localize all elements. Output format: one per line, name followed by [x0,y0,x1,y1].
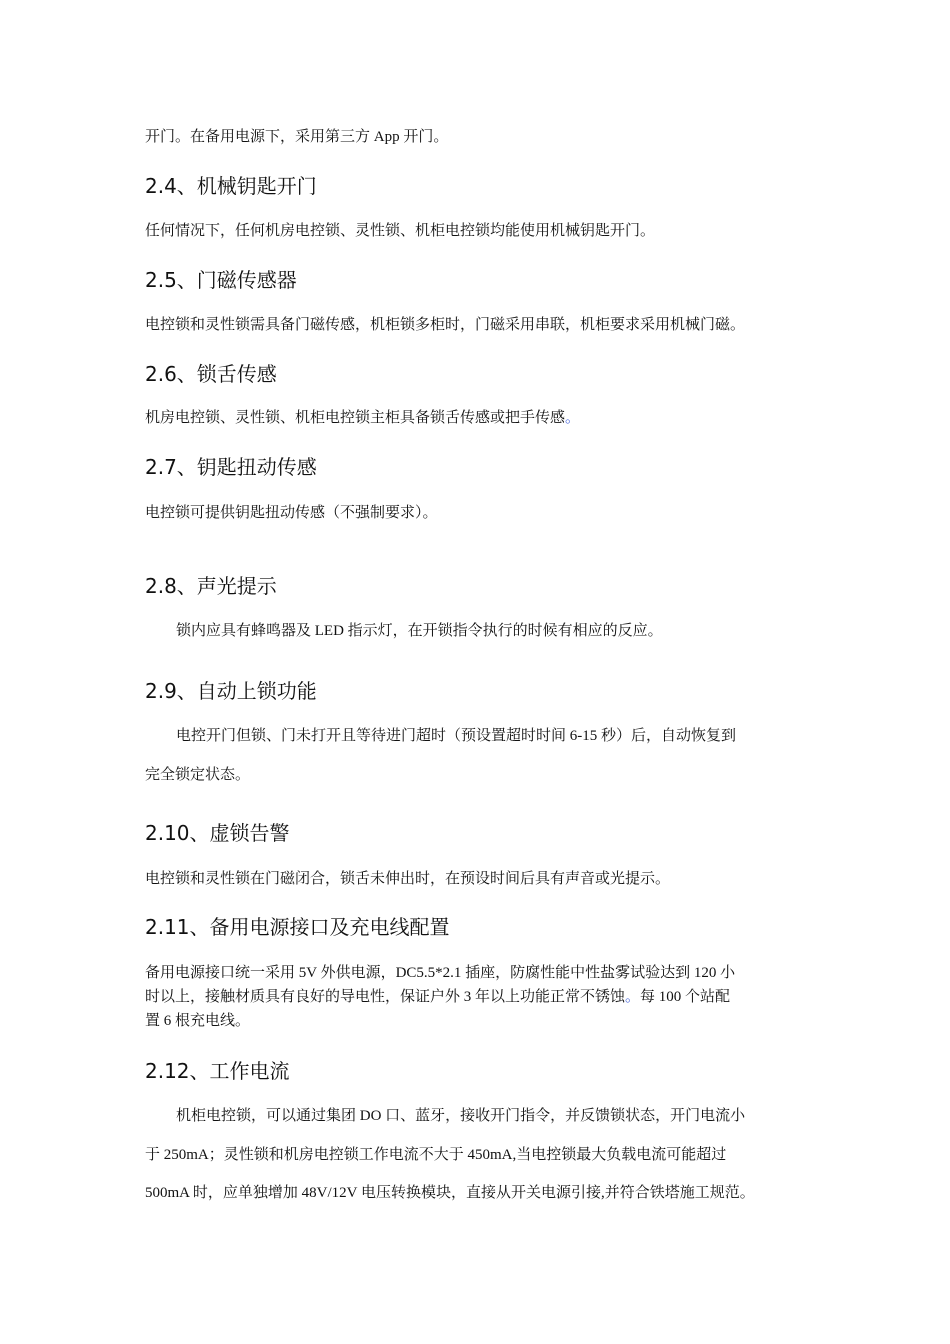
heading-2-4: 2.4、机械钥匙开门 [145,174,317,198]
paragraph-2-6-end: 。 [565,410,581,426]
paragraph-2-11-line-2-dot: 。 [625,989,641,1005]
heading-2-9: 2.9、自动上锁功能 [145,679,317,703]
paragraph-2-5: 电控锁和灵性锁需具备门磁传感，机柜锁多柜时，门磁采用串联，机柜要求采用机械门磁。 [145,317,746,333]
paragraph-2-7: 电控锁可提供钥匙扭动传感（不强制要求）。 [145,505,438,521]
paragraph-2-6 [145,407,580,429]
paragraph-2-9-line-1: 电控开门但锁、门未打开且等待进门超时（预设置超时时间 6-15 秒）后，自动恢复到 [176,728,736,744]
heading-2-11: 2.11、备用电源接口及充电线配置 [145,915,450,939]
heading-2-8: 2.8、声光提示 [145,574,277,598]
paragraph-2-12-line-2: 于 250mA；灵性锁和机房电控锁工作电流不大于 450mA,当电控锁最大负载电流可能超过 [145,1147,727,1163]
paragraph-2-11-line-3: 置 6 根充电线。 [145,1013,251,1029]
paragraph-2-12-line-1: 机柜电控锁，可以通过集团 DO 口、蓝牙，接收开门指令，并反馈锁状态，开门电流小 [176,1108,746,1124]
heading-2-10: 2.10、虚锁告警 [145,821,290,845]
paragraph-2-11-line-2 [145,986,730,1008]
paragraph-2-12-line-3: 500mA 时，应单独增加 48V/12V 电压转换模块，直接从开关电源引接,并符合铁塔施工规范。 [145,1185,755,1201]
heading-2-12: 2.12、工作电流 [145,1059,290,1083]
paragraph-2-11-line-1: 备用电源接口统一采用 5V 外供电源，DC5.5*2.1 插座，防腐性能中性盐雾试验达到 120 小 [145,965,736,981]
heading-2-7: 2.7、钥匙扭动传感 [145,455,317,479]
paragraph-2-11-line-2-text: 时以上，接触材质具有良好的导电性，保证户外 3 年以上功能正常不锈蚀 [145,989,626,1005]
paragraph-2-8: 锁内应具有蜂鸣器及 LED 指示灯，在开锁指令执行的时候有相应的反应。 [176,623,663,639]
paragraph-2-4: 任何情况下，任何机房电控锁、灵性锁、机柜电控锁均能使用机械钥匙开门。 [145,223,656,239]
heading-2-5: 2.5、门磁传感器 [145,268,297,292]
paragraph-intro: 开门。在备用电源下，采用第三方 App 开门。 [145,129,449,145]
paragraph-2-11-line-2-tail: 每 100 个站配 [640,989,731,1005]
paragraph-2-6-text: 机房电控锁、灵性锁、机柜电控锁主柜具备锁舌传感或把手传感 [145,410,566,426]
paragraph-2-9-line-2: 完全锁定状态。 [145,767,251,783]
paragraph-2-10: 电控锁和灵性锁在门磁闭合，锁舌未伸出时，在预设时间后具有声音或光提示。 [145,871,671,887]
heading-2-6: 2.6、锁舌传感 [145,362,277,386]
